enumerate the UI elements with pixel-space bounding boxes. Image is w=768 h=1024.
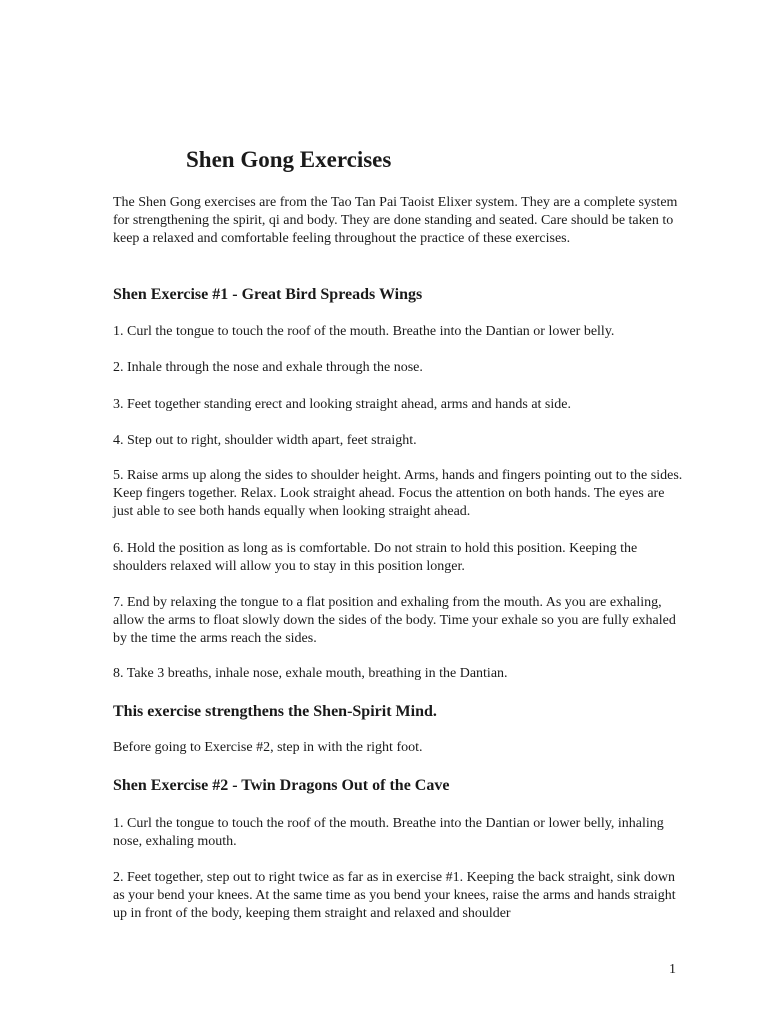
exercise-1-transition	[113, 739, 683, 757]
ex1-step-7	[113, 594, 683, 648]
exercise-2-heading: Shen Exercise #2 - Twin Dragons Out of the Cave	[113, 777, 450, 794]
ex1-step-5	[113, 467, 683, 521]
intro-text: The Shen Gong exercises are from the Tao Tan Pai Taoist Elixer system. They are a complete system for strengthening the spirit, qi and body. They are done standing and seated. Care should be taken to keep a relaxed and comfortable feeling throughout the practice of these exercises.	[113, 195, 678, 246]
exercise-1-summary: This exercise strengthens the Shen-Spirit Mind.	[113, 703, 437, 720]
ex2-step-1	[113, 815, 683, 851]
ex1-step-3	[113, 396, 683, 414]
transition-text: Before going to Exercise #2, step in with the right foot.	[113, 740, 423, 755]
ex1-step-8	[113, 665, 683, 683]
ex2-step-2	[113, 869, 683, 923]
step-text: 7. End by relaxing the tongue to a flat position and exhaling from the mouth. As you are exhaling, allow the arms to float slowly down the sides of the body. Time your exhale so you are fully exhaled by the time the arms reach the sides.	[113, 595, 676, 646]
exercise-1-heading: Shen Exercise #1 - Great Bird Spreads Wings	[113, 286, 423, 303]
ex1-step-2	[113, 359, 683, 377]
ex1-step-6	[113, 540, 683, 576]
step-text: 3. Feet together standing erect and looking straight ahead, arms and hands at side.	[113, 397, 571, 412]
step-text: 2. Feet together, step out to right twice as far as in exercise #1. Keeping the back straight, sink down as your bend your knees. At the same time as you bend your knees, raise the arms and hands straight up in front of the body, keeping them straight and relaxed and shoulder	[113, 870, 676, 921]
step-text: 6. Hold the position as long as is comfortable. Do not strain to hold this position. Keeping the shoulders relaxed will allow you to stay in this position longer.	[113, 541, 638, 574]
step-text: 2. Inhale through the nose and exhale through the nose.	[113, 360, 423, 375]
ex1-step-1	[113, 323, 683, 341]
step-text: 4. Step out to right, shoulder width apart, feet straight.	[113, 433, 417, 448]
page-number: 1	[669, 962, 676, 977]
page-title: Shen Gong Exercises	[186, 147, 392, 172]
step-text: 1. Curl the tongue to touch the roof of the mouth. Breathe into the Dantian or lower belly.	[113, 324, 615, 339]
step-text: 1. Curl the tongue to touch the roof of the mouth. Breathe into the Dantian or lower belly, inhaling nose, exhaling mouth.	[113, 816, 664, 849]
intro-paragraph	[113, 194, 683, 248]
ex1-step-4	[113, 432, 683, 450]
step-text: 8. Take 3 breaths, inhale nose, exhale mouth, breathing in the Dantian.	[113, 666, 508, 681]
step-text: 5. Raise arms up along the sides to shoulder height. Arms, hands and fingers pointing out to the sides. Keep fingers together. Relax. Look straight ahead. Focus the attention on both hands. The eyes are just able to see both hands equally when looking straight ahead.	[113, 468, 683, 519]
